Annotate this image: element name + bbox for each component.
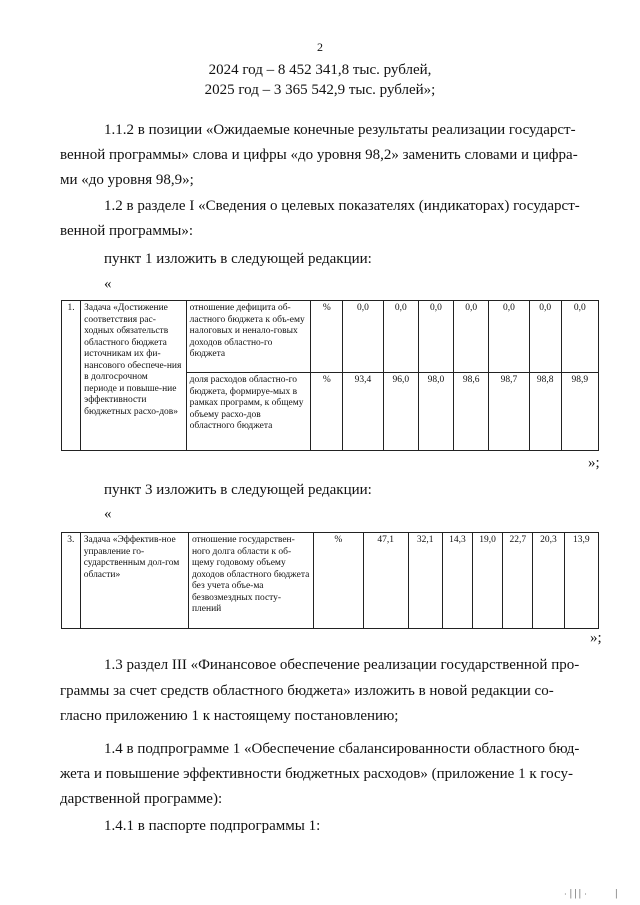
indicator-cell: доля расходов областно-го бюджета, формируе-мых в рамках программ, к общему объему расхо-дов областного бюджета — [186, 373, 311, 451]
value-cell: 0,0 — [418, 301, 453, 373]
paragraph-1-1-2-line-2: венной программы» слова и цифры «до уровня 98,2» заменить словами и цифра- — [60, 147, 578, 163]
punkt-3-heading: пункт 3 изложить в следующей редакции: — [104, 482, 372, 498]
close-quote-3: »; — [590, 630, 602, 646]
paragraph-1-3-line-3: гласно приложению 1 к настоящему постановлению; — [60, 708, 399, 724]
paragraph-1-4-1: 1.4.1 в паспорте подпрограммы 1: — [104, 818, 321, 834]
task-cell: Задача «Эффектив-ное управление го-сударственным дол-гом области» — [80, 533, 188, 629]
indicator-cell: отношение дефицита об-ластного бюджета к объ-ему налоговых и ненало-говых доходов областно-го бюджета — [186, 301, 311, 373]
value-cell: 0,0 — [383, 301, 418, 373]
value-cell: 98,6 — [454, 373, 489, 451]
value-cell: 98,0 — [418, 373, 453, 451]
value-cell: 96,0 — [383, 373, 418, 451]
open-quote-3: « — [104, 506, 112, 522]
value-cell: 98,8 — [529, 373, 561, 451]
paragraph-1-1-2-line-3: ми «до уровня 98,9»; — [60, 172, 194, 188]
indicator-table-1 — [61, 300, 599, 451]
value-cell: 0,0 — [529, 301, 561, 373]
unit-cell: % — [311, 373, 343, 451]
paragraph-1-4-line-1: 1.4 в подпрограмме 1 «Обеспечение сбалансированности областного бюд- — [104, 741, 580, 757]
indicator-table-3 — [61, 532, 599, 629]
row-number: 1. — [62, 301, 81, 451]
paragraph-1-4-line-3: дарственной программе): — [60, 791, 223, 807]
page-number: 2 — [317, 40, 323, 54]
value-cell: 0,0 — [561, 301, 598, 373]
value-cell: 0,0 — [343, 301, 383, 373]
paragraph-1-4-line-2: жета и повышение эффективности бюджетных расходов» (приложение 1 к госу- — [60, 766, 573, 782]
task-cell: Задача «Достижение соответствия рас-ходных обязательств областного бюджета источникам их фи-нансового обеспече-ния в долгосрочном периоде и повыше-ние эффективности бюджетных расхо-дов» — [81, 301, 186, 451]
header-line-2025: 2025 год – 3 365 542,9 тыс. рублей»; — [204, 82, 436, 98]
value-cell: 0,0 — [489, 301, 529, 373]
unit-cell: % — [313, 533, 363, 629]
value-cell: 98,9 — [561, 373, 598, 451]
value-cell: 32,1 — [408, 533, 442, 629]
value-cell: 98,7 — [489, 373, 529, 451]
table-row — [62, 301, 599, 373]
paragraph-1-2-line-2: венной программы»: — [60, 223, 194, 239]
value-cell: 13,9 — [564, 533, 598, 629]
indicator-cell: отношение государствен-ного долга области к об-щему годовому объему доходов областного бюджета без учета объе-ма безвозмездных посту-плений — [188, 533, 313, 629]
open-quote-1: « — [104, 276, 112, 292]
header-line-2024: 2024 год – 8 452 341,8 тыс. рублей, — [208, 62, 432, 78]
value-cell: 47,1 — [363, 533, 408, 629]
paragraph-1-3-line-2: граммы за счет средств областного бюджета» изложить в новой редакции со- — [60, 683, 554, 699]
paragraph-1-2-line-1: 1.2 в разделе I «Сведения о целевых показателях (индикаторах) государст- — [104, 198, 580, 214]
punkt-1-heading: пункт 1 изложить в следующей редакции: — [104, 251, 372, 267]
value-cell: 93,4 — [343, 373, 383, 451]
paragraph-1-1-2-line-1: 1.1.2 в позиции «Ожидаемые конечные результаты реализации государст- — [104, 122, 576, 138]
row-number: 3. — [62, 533, 81, 629]
value-cell: 19,0 — [473, 533, 503, 629]
value-cell: 22,7 — [503, 533, 533, 629]
unit-cell: % — [311, 301, 343, 373]
value-cell: 20,3 — [533, 533, 564, 629]
value-cell: 14,3 — [442, 533, 472, 629]
paragraph-1-3-line-1: 1.3 раздел III «Финансовое обеспечение реализации государственной про- — [104, 657, 580, 673]
close-quote-1: »; — [588, 455, 600, 471]
table-row — [62, 533, 599, 629]
value-cell: 0,0 — [454, 301, 489, 373]
footer-mark-left: · ׀׀׀ · — [564, 890, 587, 899]
footer-mark-right: ׀ — [614, 890, 619, 899]
